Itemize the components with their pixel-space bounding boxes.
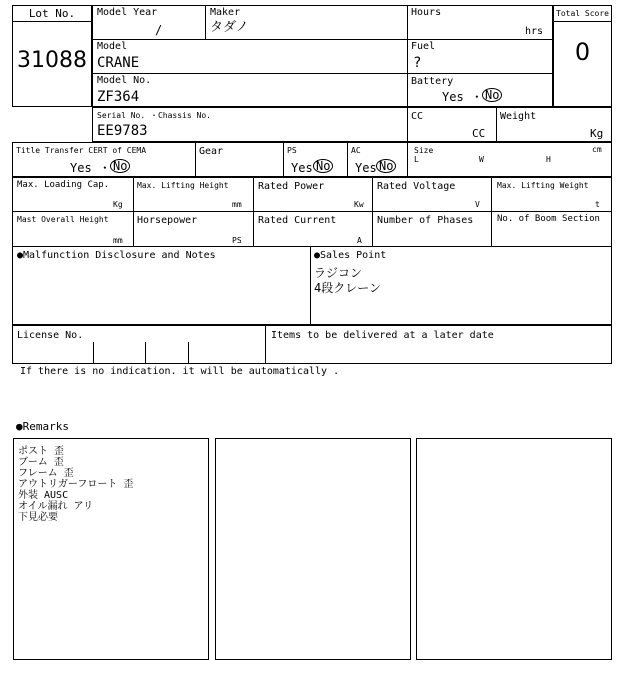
title-transfer-no-circled: No <box>110 159 130 173</box>
title-transfer-label: Title Transfer CERT of CEMA <box>16 146 147 155</box>
mast-height-unit: mm <box>113 236 123 245</box>
maker-value: タダノ <box>210 20 249 35</box>
title-transfer-yes: Yes ・ <box>70 161 111 175</box>
horsepower-label: Horsepower <box>137 215 198 226</box>
size-unit: cm <box>592 145 602 154</box>
sales-point-text: ラジコン 4段クレーン <box>314 266 381 295</box>
maker-label: Maker <box>210 7 241 18</box>
size-l: L <box>414 155 419 164</box>
serial-label: Serial No. ・Chassis No. <box>97 111 211 120</box>
max-lift-weight-unit: t <box>595 200 600 209</box>
max-lift-height-unit: mm <box>232 200 242 209</box>
size-h: H <box>546 155 551 164</box>
total-score-value: 0 <box>574 38 591 66</box>
model-no-label: Model No. <box>97 75 152 86</box>
malfunction-label: ●Malfunction Disclosure and Notes <box>17 250 216 261</box>
boom-sections-label: No. of Boom Section <box>497 214 600 224</box>
model-no-value: ZF364 <box>97 89 140 105</box>
cc-label: CC <box>411 111 424 122</box>
phases-label: Number of Phases <box>377 215 474 226</box>
rated-current-label: Rated Current <box>258 215 337 226</box>
model-value: CRANE <box>97 55 140 71</box>
fuel-value: ? <box>413 55 422 71</box>
hours-label: Hours <box>411 7 442 18</box>
ac-label: AC <box>351 146 361 155</box>
size-w: W <box>479 155 484 164</box>
remarks-text: ポスト 歪 ブーム 歪 フレーム 歪 アウトリガーフロート 歪 外装 AUSC オイル漏れ アリ 下見必要 <box>18 446 134 523</box>
model-year-label: Model Year <box>97 7 158 18</box>
rated-current-unit: A <box>357 236 362 245</box>
license-label: License No. <box>17 330 84 341</box>
auto-note: If there is no indication. it will be automatically . <box>20 366 340 377</box>
battery-label: Battery <box>411 76 454 87</box>
total-score-label: Total Score <box>556 9 609 18</box>
size-label: Size <box>414 146 434 155</box>
max-loading-unit: Kg <box>113 200 123 209</box>
rated-power-label: Rated Power <box>258 181 325 192</box>
model-label: Model <box>97 41 128 52</box>
ps-yes: Yes <box>291 161 313 175</box>
max-loading-label: Max. Loading Cap. <box>17 180 110 190</box>
ps-label: PS <box>287 146 297 155</box>
weight-unit: Kg <box>590 127 604 140</box>
remarks-box-3 <box>416 438 612 660</box>
rated-power-unit: Kw <box>354 200 364 209</box>
rated-voltage-label: Rated Voltage <box>377 181 456 192</box>
fuel-label: Fuel <box>411 41 436 52</box>
model-year-value: / <box>155 23 163 37</box>
sales-point-label: ●Sales Point <box>314 250 387 261</box>
ps-no-circled: No <box>313 159 333 173</box>
gear-label: Gear <box>199 146 224 157</box>
later-items-label: Items to be delivered at a later date <box>271 330 494 341</box>
lot-number: 31088 <box>17 48 87 73</box>
rated-voltage-unit: V <box>475 200 480 209</box>
horsepower-unit: PS <box>232 236 242 245</box>
serial-value: EE9783 <box>97 123 148 139</box>
ac-yes: Yes <box>355 161 377 175</box>
ac-no-circled: No <box>376 159 396 173</box>
mast-height-label: Mast Overall Height <box>17 215 109 224</box>
max-lift-weight-label: Max. Lifting Weight <box>497 181 589 190</box>
battery-yes: Yes ・ <box>442 90 483 104</box>
hours-unit: hrs <box>525 26 544 37</box>
max-lift-height-label: Max. Lifting Height <box>137 181 229 190</box>
remarks-label: ●Remarks <box>16 420 69 433</box>
remarks-box-2 <box>215 438 411 660</box>
cc-unit: CC <box>472 127 486 140</box>
lot-label: Lot No. <box>28 7 76 20</box>
battery-no-circled: No <box>482 88 502 102</box>
weight-label: Weight <box>500 111 537 122</box>
